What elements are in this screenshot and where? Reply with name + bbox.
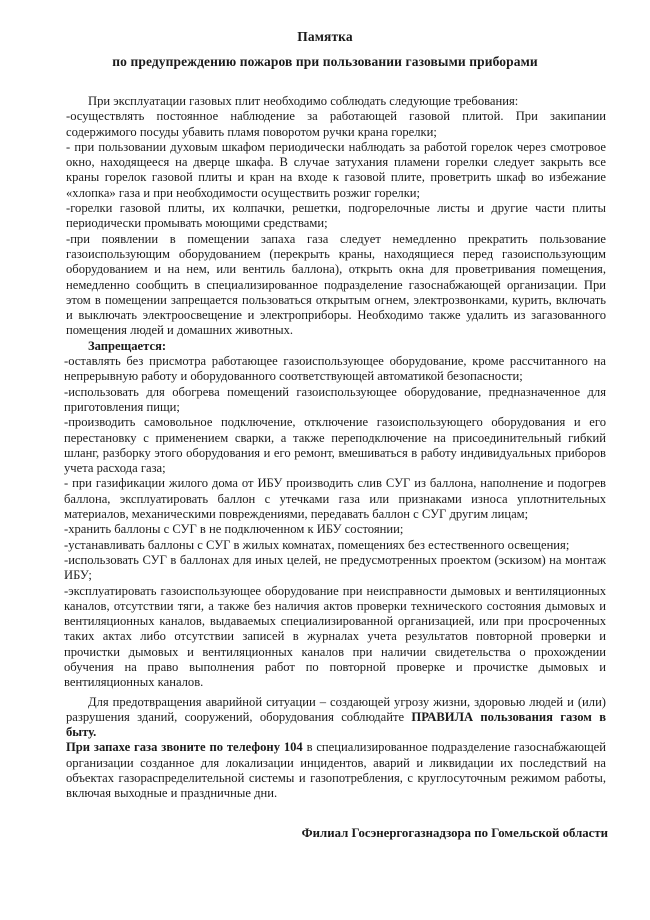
prevention-rules: ПРАВИЛА пользования газом в быту.: [66, 709, 607, 740]
prevention-text: Для предотвращения аварийной ситуации – создающей угрозу жизни, здоровью людей и (или) разрушения зданий, сооружений, оборудования соблюдайте: [66, 694, 606, 724]
phone-text: в специализированное подразделение газоснабжающей организации созданное для локализации инцидентов, аварий и ликвидации их последствий на объектах газораспределительной системы и газопотребления, с круглосуточным режимом работы, включая выходные и праздничные дни.: [66, 740, 606, 801]
forbidden-item: -использовать СУГ в баллонах для иных целей, не предусмотренных проектом (эскизом) на монтаж ИБУ;: [64, 552, 606, 583]
forbidden-item: -устанавливать баллоны с СУГ в жилых комнатах, помещениях без естественного освещения;: [64, 537, 570, 552]
prevention-paragraph: [66, 695, 606, 741]
forbidden-item: -хранить баллоны с СУГ в не подключенном к ИБУ состоянии;: [64, 522, 404, 537]
forbidden-item: -эксплуатировать газоиспользующее оборудование при неисправности дымовых и вентиляционных каналов, отсутствии тяги, а также без наличия актов проверки технического состояния дымовых и вентиляционных каналов, выдаваемых специализированной организацией, или при просроченных таких актах либо отсутствии записей в журналах учета результатов повторной проверки и прочистки дымовых и вентиляционных каналов при наличии свидетельства о прохождении обучения на право выполнения работ по повторной проверке и прочистке дымовых и вентиляционных каналов.: [64, 583, 606, 690]
document-body: [66, 94, 606, 802]
requirement-item: - при пользовании духовым шкафом периодически наблюдать за работой горелок через смотровое окно, находящееся на дверце шкафа. В случае затухания пламени горелки следует закрыть все краны горелок газовой плиты и кран на входе к газовой плите, проветрить шкаф во избежание «хлопка» газа и при необходимости осуществить розжиг горелки;: [66, 139, 606, 200]
forbidden-item: -производить самовольное подключение, отключение газоиспользующего оборудования и его перестановку с применением сварки, а также переподключение на присоединительный гибкий шланг, разборку этого оборудования и его ремонт, вмешиваться в работу индивидуальных приборов учета расхода газа;: [64, 415, 606, 476]
document-title: Памятка: [297, 29, 353, 44]
forbidden-item: -использовать для обогрева помещений газоиспользующее оборудование, предназначенное для приготовления пищи;: [64, 384, 606, 414]
requirement-item: -при появлении в помещении запаха газа следует немедленно прекратить пользование газоиспользующим оборудованием (перекрыть краны, находящиеся перед газоиспользующим оборудованием и на нем, или вентиль баллона), открыть окна для проветривания помещения, немедленно сообщить в специализированное подразделение газоснабжающей организации. При этом в помещении запрещается пользоваться открытым огнем, электрозвонками, курить, включать и выключать электроосвещение и электроприборы. Необходимо также удалить из загазованного помещения людей и домашних животных.: [66, 231, 606, 338]
emergency-phone: При запахе газа звоните по телефону 104: [66, 740, 303, 755]
requirement-item: -горелки газовой плиты, их колпачки, решетки, подгорелочные листы и другие части плиты периодически промывать моющими средствами;: [66, 201, 606, 231]
signature: Филиал Госэнергогазнадзора по Гомельской области: [301, 826, 608, 840]
forbidden-item: - при газификации жилого дома от ИБУ производить слив СУГ из баллона, наполнение и подогрев баллона, эксплуатировать баллон с утечками газа или признаками износа уплотнительных материалов, механическими повреждениями, передавать баллон с СУГ другим лицам;: [64, 476, 606, 522]
forbidden-list: [64, 354, 606, 691]
phone-paragraph: [66, 740, 606, 801]
document-subtitle: по предупреждению пожаров при пользовании газовыми приборами: [112, 54, 538, 69]
requirement-item: -осуществлять постоянное наблюдение за работающей газовой плитой. При закипании содержимого посуды убавить пламя поворотом ручки крана горелки;: [66, 109, 606, 139]
forbidden-heading: Запрещается:: [88, 338, 167, 353]
forbidden-item: -оставлять без присмотра работающее газоиспользующее оборудование, кроме рассчитанного на непрерывную работу и оборудованного соответствующей автоматикой безопасности;: [64, 354, 606, 384]
requirements-intro: При эксплуатации газовых плит необходимо соблюдать следующие требования:: [88, 94, 519, 108]
